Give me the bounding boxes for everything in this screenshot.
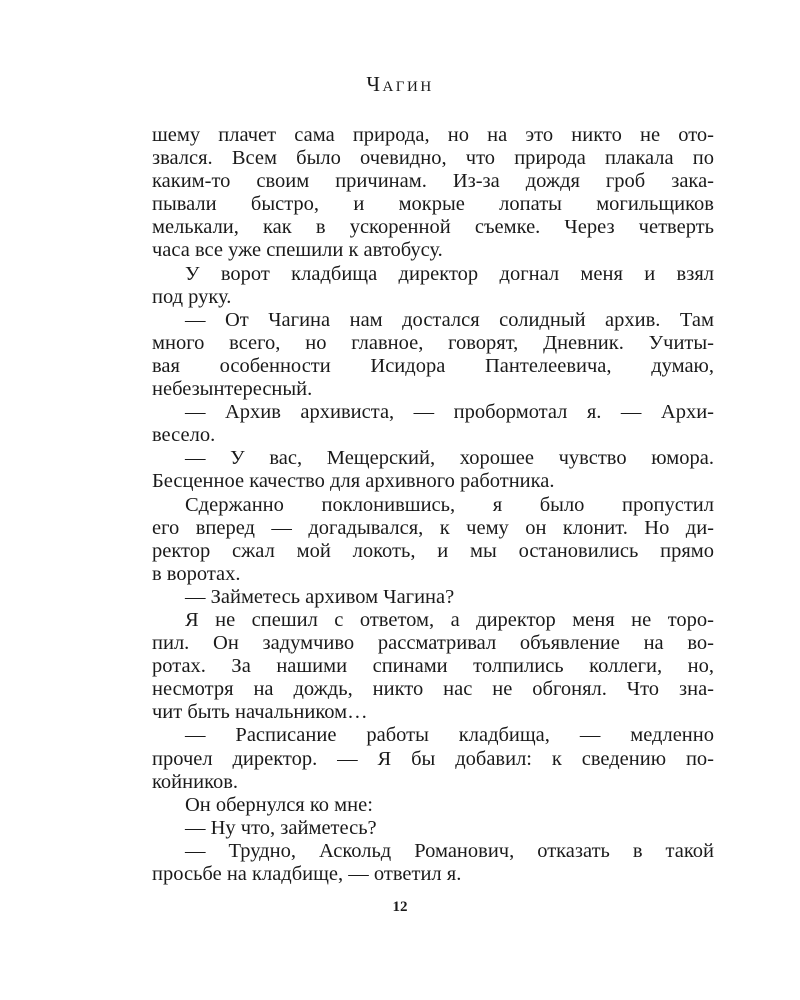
running-head-title: Чагин [366, 72, 434, 96]
text-line: — Архив архивиста, — пробормотал я. — Архи- [185, 401, 714, 424]
text-line: часа все уже спешили к автобусу. [152, 239, 443, 262]
text-line: чит быть начальником… [152, 701, 368, 724]
text-line: Сдержанно поклонившись, я было пропустил [185, 493, 714, 516]
text-line: в воротах. [152, 562, 241, 585]
text-line: под руку. [152, 285, 232, 308]
text-line: — У вас, Мещерский, хорошее чувство юмора. [185, 447, 714, 470]
text-line: прочел директор. — Я бы добавил: к сведению по- [152, 747, 714, 770]
body-text [152, 124, 714, 886]
text-line: вая особенности Исидора Пантелеевича, думаю, [152, 354, 714, 377]
text-line: Бесценное качество для архивного работника. [152, 470, 555, 493]
text-line: У ворот кладбища директор догнал меня и взял [185, 262, 714, 285]
text-line: ротах. За нашими спинами толпились коллеги, но, [152, 655, 714, 678]
text-line: Я не спешил с ответом, а директор меня не торо- [185, 608, 714, 631]
text-line: ректор сжал мой локоть, и мы остановились прямо [152, 539, 714, 562]
text-line: мелькали, как в ускоренной съемке. Через четверть [152, 216, 714, 239]
text-line: каким-то своим причинам. Из-за дождя гроб зака- [152, 170, 714, 193]
text-line: просьбе на кладбище, — ответил я. [152, 863, 462, 885]
text-line: небезынтересный. [152, 378, 313, 401]
text-line: шему плачет сама природа, но на это никто не ото- [152, 124, 714, 146]
text-line: — От Чагина нам достался солидный архив. Там [185, 308, 714, 331]
text-line: Он обернулся ко мне: [185, 793, 373, 816]
text-line: пил. Он задумчиво рассматривал объявление на во- [152, 632, 714, 655]
text-line: — Трудно, Аскольд Романович, отказать в такой [185, 839, 714, 862]
page-number: 12 [392, 899, 408, 915]
text-line: его вперед — догадывался, к чему он клонит. Но ди- [152, 516, 714, 539]
text-line: койников. [152, 770, 239, 793]
text-line: весело. [152, 424, 216, 447]
text-line: — Займетесь архивом Чагина? [185, 585, 455, 608]
text-line: пывали быстро, и мокрые лопаты могильщиков [152, 193, 714, 216]
text-line: звался. Всем было очевидно, что природа плакала по [152, 147, 714, 170]
text-line: несмотря на дождь, никто нас не обгонял. Что зна- [152, 678, 714, 701]
text-line: — Расписание работы кладбища, — медленно [185, 724, 714, 747]
text-line: — Ну что, займетесь? [185, 816, 377, 839]
text-line: много всего, но главное, говорят, Дневник. Учиты- [152, 331, 714, 354]
